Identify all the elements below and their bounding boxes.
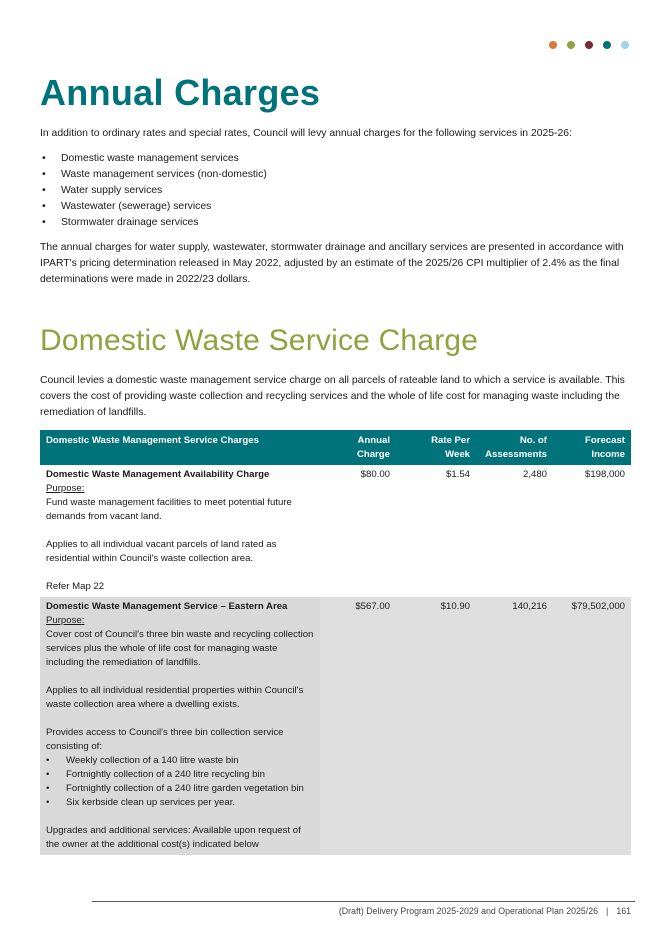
forecast-income-cell: $79,502,000 [553, 597, 631, 855]
list-item: • Weekly collection of a 140 litre waste bin [46, 755, 239, 766]
annual-charge-cell: $80.00 [360, 469, 390, 480]
page-number: 161 [616, 906, 631, 916]
assessments-cell: 140,216 [476, 597, 553, 855]
purpose-label: Purpose: [46, 615, 85, 626]
decorative-dots [549, 41, 629, 49]
purpose-text: Cover cost of Council's three bin waste and recycling collection services plus the whole of life cost for managing waste including the remediation of landfills. [46, 629, 314, 668]
access-text: Provides access to Council's three bin collection service consisting of: [46, 727, 284, 752]
charges-table [40, 430, 631, 855]
footer-divider [92, 901, 635, 902]
intro-paragraph: In addition to ordinary rates and special rates, Council will levy annual charges for the following services in 2025-26: [40, 128, 572, 139]
dot-teal [603, 41, 611, 49]
list-item: • Fortnightly collection of a 240 litre garden vegetation bin [46, 783, 304, 794]
footer-separator: | [606, 906, 609, 916]
column-header-forecast-income: Forecast Income [553, 430, 631, 465]
dot-green [567, 41, 575, 49]
list-item: • Six kerbside clean up services per year. [46, 797, 236, 808]
annual-charge-cell: $567.00 [320, 597, 396, 855]
table-header-row [40, 430, 631, 465]
column-header-annual-charge: Annual Charge [320, 430, 396, 465]
column-header-rate-per-week: Rate Per Week [396, 430, 476, 465]
service-items-list [46, 754, 314, 810]
column-header-description: Domestic Waste Management Service Charges [40, 430, 320, 465]
refer-text: Refer Map 22 [46, 581, 105, 592]
purpose-label: Purpose: [46, 483, 85, 494]
list-item: • Waste management services (non-domestic) [42, 169, 267, 180]
dot-light-blue [621, 41, 629, 49]
rate-per-week-cell: $10.90 [396, 597, 476, 855]
table-row [40, 597, 631, 855]
table-row [40, 465, 631, 597]
services-list [40, 151, 267, 231]
upgrades-text: Upgrades and additional services: Available upon request of the owner at the additional cost(s) indicated below [46, 825, 301, 850]
page-title: Annual Charges [40, 72, 321, 113]
section-heading: Domestic Waste Service Charge [40, 324, 479, 357]
assessments-cell: 2,480 [522, 469, 547, 480]
row-title: Domestic Waste Management Availability Charge [46, 469, 270, 480]
list-item: • Stormwater drainage services [42, 217, 199, 228]
applies-text: Applies to all individual vacant parcels of land rated as residential within Council's waste collection area. [46, 539, 277, 564]
dot-maroon [585, 41, 593, 49]
row-title: Domestic Waste Management Service – Eastern Area [46, 601, 288, 612]
applies-text: Applies to all individual residential properties within Council's waste collection area where a dwelling exists. [46, 685, 304, 710]
row-description [40, 465, 320, 597]
purpose-text: Fund waste management facilities to meet potential future demands from vacant land. [46, 497, 292, 522]
rate-per-week-cell: $1.54 [445, 469, 470, 480]
list-item: • Fortnightly collection of a 240 litre recycling bin [46, 769, 265, 780]
dot-orange [549, 41, 557, 49]
page-footer [339, 906, 631, 916]
list-item: • Wastewater (sewerage) services [42, 201, 212, 212]
pricing-paragraph: The annual charges for water supply, wastewater, stormwater drainage and ancillary services are presented in accordance with IPART's pricing determination released in May 2022, adjusted by an estimate of the 2025/26 CPI multiplier of 2.4% as the final determinations were made in 2022/23 dollars. [40, 242, 624, 285]
list-item: • Water supply services [42, 185, 163, 196]
footer-title: (Draft) Delivery Program 2025-2029 and Operational Plan 2025/26 [338, 906, 599, 916]
row-description [40, 597, 320, 855]
forecast-income-cell: $198,000 [584, 469, 625, 480]
list-item: • Domestic waste management services [42, 153, 239, 164]
section-paragraph: Council levies a domestic waste management service charge on all parcels of rateable land to which a service is available. This covers the cost of providing waste collection and recycling services and the whole of life cost for managing waste including the remediation of landfills. [40, 375, 625, 418]
column-header-assessments: No. of Assessments [476, 430, 553, 465]
